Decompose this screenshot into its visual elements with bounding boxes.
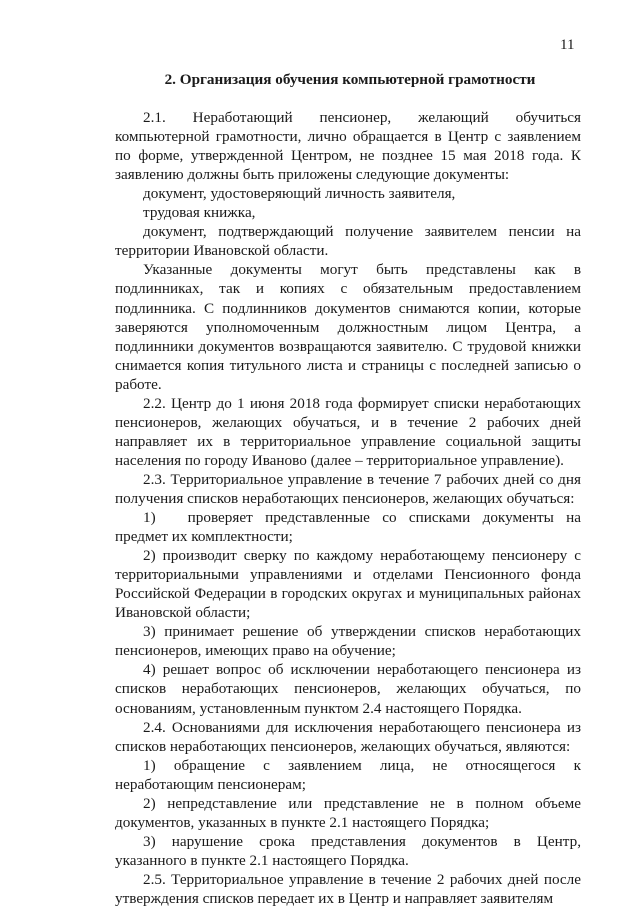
- list-item-2-4-1: 1) обращение с заявлением лица, не относящегося к неработающим пенсионерам;: [115, 756, 581, 793]
- list-item-2-3-3: 3) принимает решение об утверждении списков неработающих пенсионеров, имеющих право на обучение;: [115, 623, 581, 660]
- paragraph-2-1: 2.1. Неработающий пенсионер, желающий обучиться компьютерной грамотности, лично обращается в Центр с заявлением по форме, утвержденной Центром, не позднее 15 мая 2018 года. К заявлению должны быть приложены следующие документы:: [115, 109, 581, 184]
- list-item-2-3-4: 4) решает вопрос об исключении неработающего пенсионера из списков неработающих пенсионеров, желающих обучаться, по основаниям, установленным пунктом 2.4 настоящего Порядка.: [115, 661, 581, 717]
- list-item-2-3-2: 2) производит сверку по каждому неработающему пенсионеру с территориальными управлениями и отделами Пенсионного фонда Российской Федерации в городских округах и муниципальных районах Ивановской области;: [115, 547, 581, 622]
- page-content: [115, 70, 581, 908]
- paragraph-2-2: 2.2. Центр до 1 июня 2018 года формирует списки неработающих пенсионеров, желающих обучаться, и в течение 2 рабочих дней направляет их в территориальное управление социальной защиты населения по городу Иваново (далее – территориальное управление).: [115, 394, 581, 469]
- required-document-item: документ, подтверждающий получение заявителем пенсии на территории Ивановской области.: [115, 223, 581, 260]
- paragraph-2-4: 2.4. Основаниями для исключения неработающего пенсионера из списков неработающих пенсионеров, желающих обучаться, являются:: [115, 718, 581, 755]
- list-item-2-4-3: 3) нарушение срока представления документов в Центр, указанного в пункте 2.1 настоящего Порядка.: [115, 832, 581, 869]
- paragraph-2-5: 2.5. Территориальное управление в течение 2 рабочих дней после утверждения списков передает их в Центр и направляет заявителям: [115, 870, 581, 907]
- required-document-item: трудовая книжка,: [143, 204, 256, 222]
- paragraph-copies: Указанные документы могут быть представлены как в подлинниках, так и копиях с обязательным предоставлением подлинника. С подлинников документов снимаются копии, которые заверяются уполномоченным должностным лицом Центра, а подлинники документов возвращаются заявителю. С трудовой книжки снимается копия титульного листа и страницы с последней записью о работе.: [115, 261, 581, 393]
- list-item-text: проверяет представленные со списками документы на предмет их комплектности;: [115, 509, 581, 546]
- list-item-2-4-2: 2) непредставление или представление не в полном объеме документов, указанных в пункте 2.1 настоящего Порядка;: [115, 794, 581, 831]
- list-item-2-3-1: [115, 508, 581, 546]
- required-document-item: документ, удостоверяющий личность заявителя,: [143, 185, 456, 203]
- paragraph-2-3: 2.3. Территориальное управление в течение 7 рабочих дней со дня получения списков неработающих пенсионеров, желающих обучаться:: [115, 470, 581, 507]
- page-number: 11: [560, 37, 575, 53]
- list-marker: 1): [143, 509, 156, 527]
- section-title: 2. Организация обучения компьютерной грамотности: [164, 71, 536, 88]
